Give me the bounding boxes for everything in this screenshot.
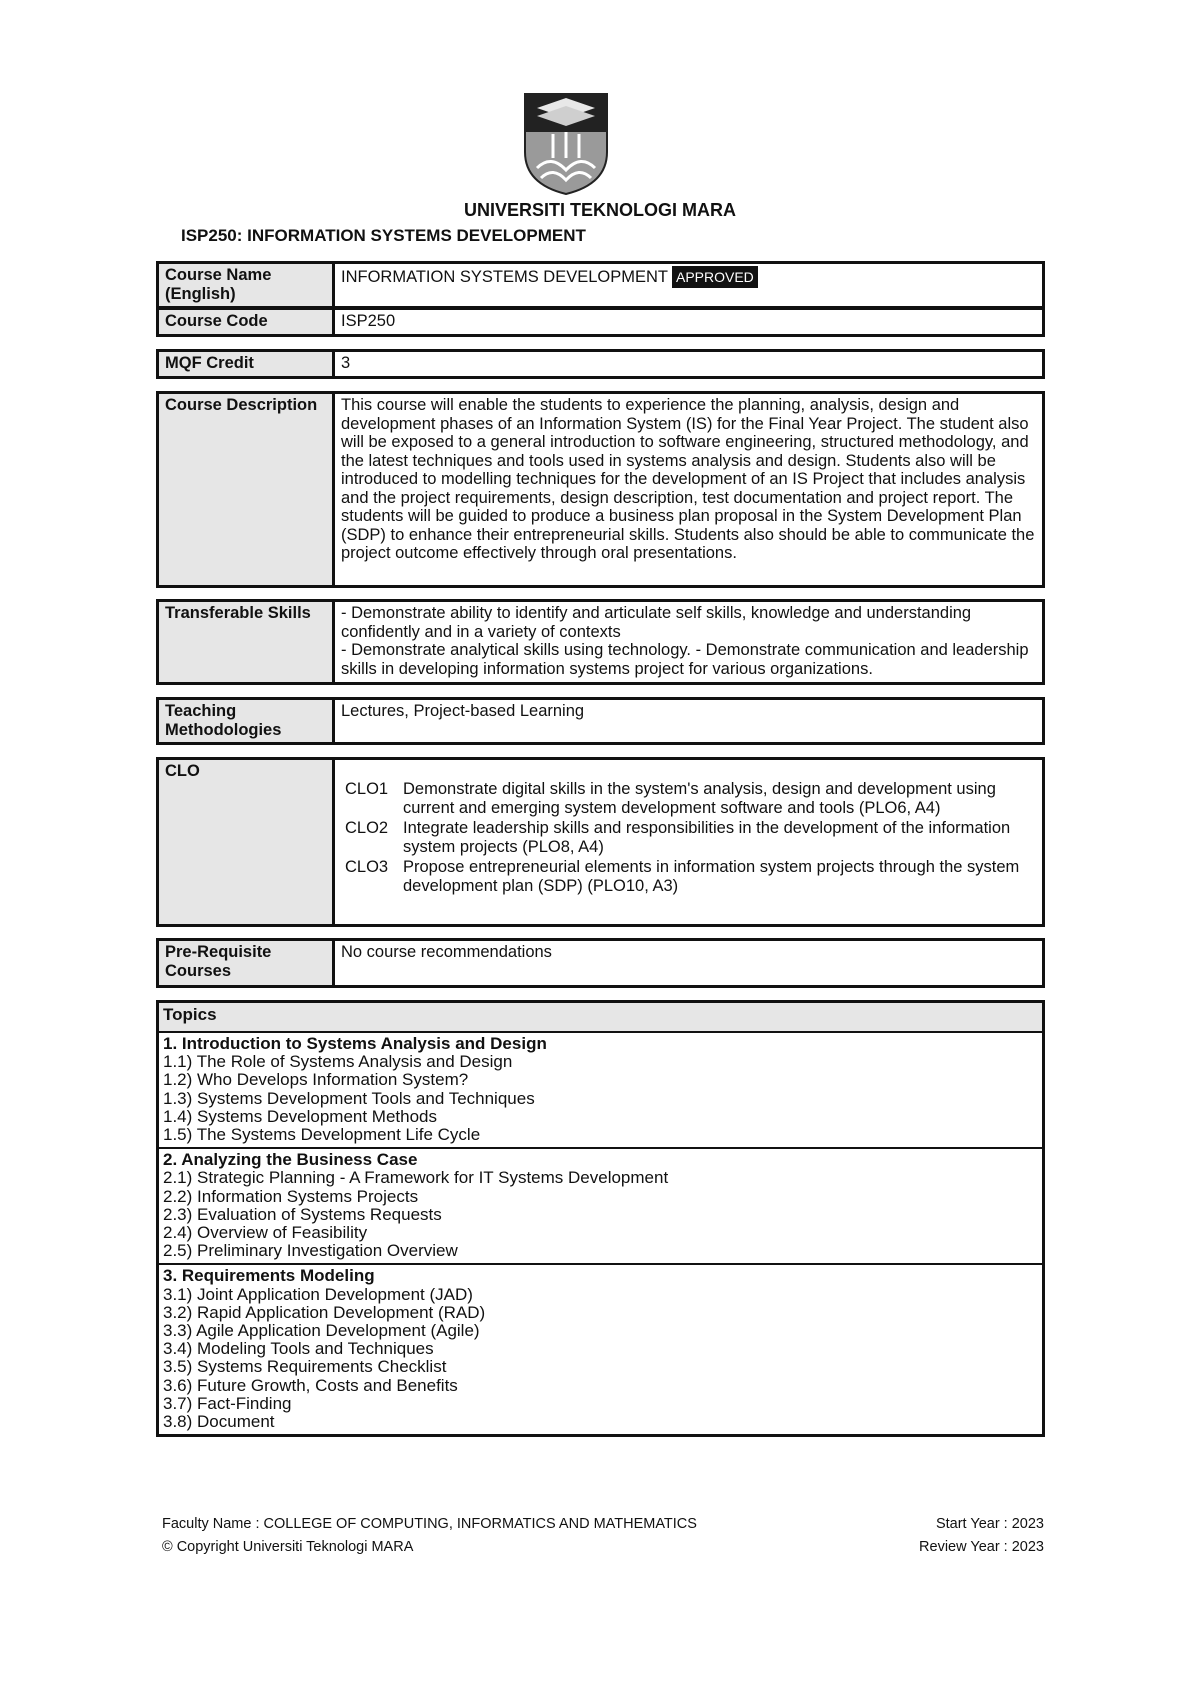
clo-text: Propose entrepreneurial elements in information system projects through the system development plan (SDP) (PLO10, A3) <box>403 858 1020 895</box>
teaching-methodologies-row <box>156 697 1045 745</box>
course-code-label: Course Code <box>159 310 335 334</box>
topic-item: 2.5) Preliminary Investigation Overview <box>163 1241 458 1261</box>
course-name-row <box>156 261 1045 309</box>
transferable-skills-row <box>156 599 1045 685</box>
topic-item: 3.4) Modeling Tools and Techniques <box>163 1339 434 1359</box>
topic-item: 3.1) Joint Application Development (JAD) <box>163 1284 473 1304</box>
clo-code: CLO1 <box>345 780 389 798</box>
topic-item: 1.1) The Role of Systems Analysis and Design <box>163 1052 513 1072</box>
teaching-methodologies-label: Teaching Methodologies <box>159 700 335 742</box>
topic-item: 1.2) Who Develops Information System? <box>163 1070 469 1090</box>
topic-item: 3.7) Fact-Finding <box>163 1393 292 1413</box>
start-year: Start Year : 2023 <box>935 1516 1044 1532</box>
topic-item: 3.8) Document <box>163 1412 275 1432</box>
topic-group <box>159 1265 1042 1434</box>
clo-item <box>341 858 1036 895</box>
clo-text: Demonstrate digital skills in the system's analysis, design and development using current and emerging system development software and tools (PLO6, A4) <box>403 780 996 817</box>
transferable-skills-label: Transferable Skills <box>159 602 335 682</box>
topic-item: 2.1) Strategic Planning - A Framework for IT Systems Development <box>163 1168 669 1188</box>
topics-header: Topics <box>159 1003 1042 1033</box>
topic-item: 3.5) Systems Requirements Checklist <box>163 1357 447 1377</box>
topic-item: 1.4) Systems Development Methods <box>163 1106 438 1126</box>
course-description-value: This course will enable the students to experience the planning, analysis, design and development phases of an Information System (IS) for the Final Year Project. The student also will be exposed to a general introduction to software engineering, structured methodology, and the latest techniques and tools used in systems analysis and design. Students also will be introduced to modelling techniques for the development of an IS Project that includes analysis and the project requirements, design description, test documentation and project report. The students will be guided to produce a business plan proposal in the System Development Plan (SDP) to enhance their entrepreneurial skills. Students also should be able to communicate the project outcome effectively through oral presentations. <box>341 396 1035 562</box>
faculty-name: Faculty Name : COLLEGE OF COMPUTING, INFORMATICS AND MATHEMATICS <box>162 1516 697 1532</box>
topic-item: 3.6) Future Growth, Costs and Benefits <box>163 1375 458 1395</box>
mqf-credit-label: MQF Credit <box>159 352 335 376</box>
course-code-row <box>156 307 1045 337</box>
mqf-credit-row <box>156 349 1045 379</box>
university-name: UNIVERSITI TEKNOLOGI MARA <box>463 200 736 220</box>
prerequisite-label: Pre-Requisite Courses <box>159 941 335 985</box>
course-name-value: INFORMATION SYSTEMS DEVELOPMENT <box>341 268 668 286</box>
topic-item: 3.3) Agile Application Development (Agile) <box>163 1321 480 1341</box>
clo-item <box>341 780 1036 817</box>
course-description-label: Course Description <box>159 394 335 585</box>
clo-row <box>156 757 1045 927</box>
course-code-value: ISP250 <box>341 312 396 330</box>
mqf-credit-value: 3 <box>341 354 351 372</box>
clo-code: CLO3 <box>345 858 389 876</box>
transferable-skills-line-2: - Demonstrate analytical skills using technology. - Demonstrate communication and leadership skills in developing information systems project for various organizations. <box>341 641 1029 678</box>
copyright-text: © Copyright Universiti Teknologi MARA <box>162 1539 414 1555</box>
clo-label: CLO <box>159 760 335 924</box>
teaching-methodologies-value: Lectures, Project-based Learning <box>341 702 585 720</box>
topic-item: 2.4) Overview of Feasibility <box>163 1223 368 1243</box>
course-description-row <box>156 391 1045 588</box>
course-name-label: Course Name (English) <box>159 264 335 306</box>
prerequisite-row <box>156 938 1045 988</box>
topic-item: 2.2) Information Systems Projects <box>163 1186 419 1206</box>
topic-title: 1. Introduction to Systems Analysis and Design <box>163 1034 547 1053</box>
topic-item: 1.3) Systems Development Tools and Techniques <box>163 1088 535 1108</box>
transferable-skills-line-1: - Demonstrate ability to identify and articulate self skills, knowledge and understanding confidently and in a variety of contexts <box>341 604 972 641</box>
topic-title: 3. Requirements Modeling <box>163 1266 375 1286</box>
uitm-crest-icon <box>523 92 609 195</box>
review-year: Review Year : 2023 <box>919 1539 1044 1555</box>
topics-table <box>156 1000 1045 1437</box>
status-badge: APPROVED <box>672 266 758 288</box>
clo-item <box>341 819 1036 856</box>
topic-item: 3.2) Rapid Application Development (RAD) <box>163 1302 486 1322</box>
clo-text: Integrate leadership skills and responsibilities in the development of the information system projects (PLO8, A4) <box>403 819 1011 856</box>
topic-title: 2. Analyzing the Business Case <box>163 1150 418 1170</box>
prerequisite-value: No course recommendations <box>341 943 552 961</box>
topic-item: 1.5) The Systems Development Life Cycle <box>163 1125 481 1145</box>
topic-item: 2.3) Evaluation of Systems Requests <box>163 1204 442 1224</box>
topic-group <box>159 1033 1042 1149</box>
course-title: ISP250: INFORMATION SYSTEMS DEVELOPMENT <box>181 226 586 245</box>
clo-code: CLO2 <box>345 819 389 837</box>
topic-group <box>159 1149 1042 1265</box>
